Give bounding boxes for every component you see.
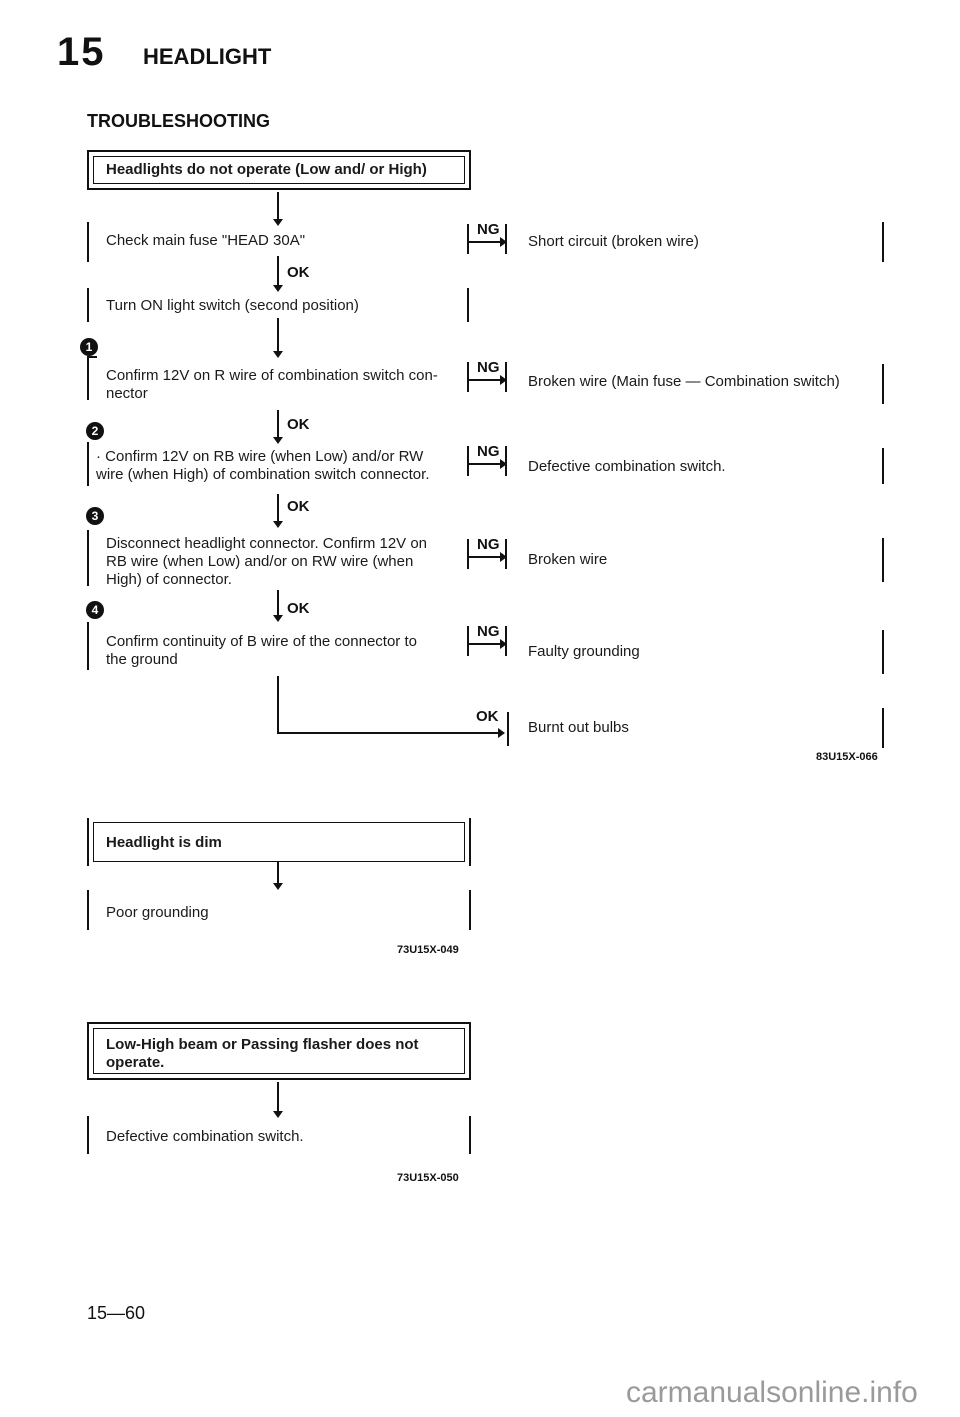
step6-ng-label: NG	[477, 623, 500, 640]
flow3-step: Defective combination switch.	[106, 1128, 304, 1145]
flow3-figure-code: 73U15X-050	[397, 1172, 459, 1184]
flow2-step: Poor grounding	[106, 904, 209, 921]
step-marker-3: 3	[86, 507, 104, 525]
flow2-figure-code: 73U15X-049	[397, 944, 459, 956]
section-title: TROUBLESHOOTING	[87, 111, 270, 131]
flow2-step-bracket-right	[469, 890, 471, 930]
flow3-arrow	[277, 1082, 279, 1112]
flow1-arrow-0	[277, 192, 279, 220]
step6-outcome: Faulty grounding	[528, 643, 640, 660]
step5-outcome-bracket	[882, 538, 884, 582]
step3-outcome: Broken wire (Main fuse — Combination switch)	[528, 373, 840, 390]
step5-outcome: Broken wire	[528, 551, 608, 568]
step3-bracket-top	[87, 356, 97, 358]
watermark: carmanualsonline.info	[626, 1376, 918, 1409]
flow1-title: Headlights do not operate (Low and/ or High)	[106, 161, 427, 178]
step4-ok-label: OK	[287, 498, 310, 515]
step-marker-2: 2	[86, 422, 104, 440]
step4-text: · Confirm 12V on RB wire (when Low) and/or RW wire (when High) of combination switch connector.	[96, 448, 430, 483]
step-marker-4: 4	[86, 601, 104, 619]
step4-ok-arrow	[277, 494, 279, 522]
flow3-title: Low-High beam or Passing flasher does not operate.	[106, 1036, 419, 1071]
flow3-step-bracket-right	[469, 1116, 471, 1154]
step1-bracket	[87, 222, 89, 262]
flow2-arrow	[277, 862, 279, 884]
chapter-number: 15	[57, 30, 106, 74]
step6-outcome-bracket	[882, 630, 884, 674]
flow2-step-bracket-left	[87, 890, 89, 930]
flow1-figure-code: 83U15X-066	[816, 751, 878, 763]
step5-text: Disconnect headlight connector. Confirm 12V on RB wire (when Low) and/or on RW wire (when High) of connector.	[106, 535, 428, 588]
step2-text: Turn ON light switch (second position)	[106, 297, 359, 314]
step2-arrow	[277, 318, 279, 352]
step6-text: Confirm continuity of B wire of the connector to the ground	[106, 633, 417, 668]
step1-ng-label: NG	[477, 221, 500, 238]
final-bracket	[507, 712, 509, 746]
step1-ng-branch	[467, 221, 507, 254]
step-marker-1: 1	[80, 338, 98, 356]
final-outcome: Burnt out bulbs	[528, 719, 629, 736]
step4-ng-label: NG	[477, 443, 500, 460]
step3-bracket	[87, 356, 89, 400]
chapter-title: HEADLIGHT	[143, 44, 272, 69]
step5-ok-arrow	[277, 590, 279, 616]
page-number: 15—60	[87, 1303, 146, 1323]
step4-outcome-bracket	[882, 448, 884, 484]
step5-ng-label: NG	[477, 536, 500, 553]
final-ok-label: OK	[476, 708, 499, 725]
step1-text: Check main fuse "HEAD 30A"	[106, 232, 306, 249]
final-connector-h	[277, 732, 503, 734]
step3-outcome-bracket	[882, 364, 884, 404]
step5-bracket	[87, 530, 89, 586]
step2-right-bracket	[467, 288, 469, 322]
step1-ok-arrow	[277, 256, 279, 286]
step1-outcome-bracket	[882, 222, 884, 262]
step5-ng-branch	[467, 536, 507, 569]
step1-ok-label: OK	[287, 264, 310, 281]
step3-ng-label: NG	[477, 359, 500, 376]
step4-bracket	[87, 442, 89, 486]
step3-ok-arrow	[277, 410, 279, 438]
step4-outcome: Defective combination switch.	[528, 458, 726, 475]
final-outcome-bracket	[882, 708, 884, 748]
final-arrowhead	[498, 728, 505, 738]
final-connector-v	[277, 676, 279, 734]
step2-bracket	[87, 288, 89, 322]
step3-text: Confirm 12V on R wire of combination switch con- nector	[106, 367, 438, 402]
step4-ng-branch	[467, 443, 507, 476]
step6-ng-branch	[467, 623, 507, 656]
step3-ok-label: OK	[287, 416, 310, 433]
step1-outcome: Short circuit (broken wire)	[528, 233, 699, 250]
step3-ng-branch	[467, 359, 507, 392]
flow3-step-bracket-left	[87, 1116, 89, 1154]
step5-ok-label: OK	[287, 600, 310, 617]
step6-bracket	[87, 622, 89, 670]
flow2-title: Headlight is dim	[106, 834, 222, 851]
